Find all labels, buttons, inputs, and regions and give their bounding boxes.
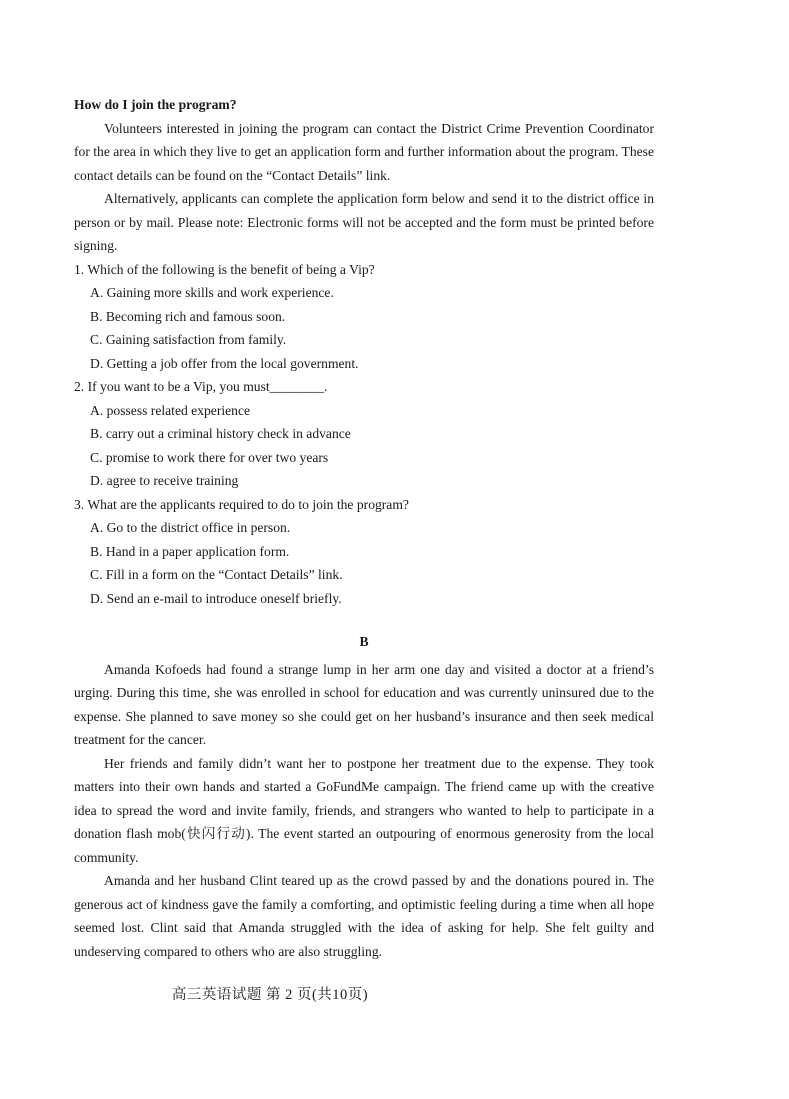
paragraph: Volunteers interested in joining the program can contact the District Crime Prevention Coordinator for the area in which they live to get an application form and further information about the program. These contact details can be found on the “Contact Details” link. — [74, 120, 654, 183]
answer-option: C. Gaining satisfaction from family. — [90, 332, 287, 347]
section-heading: How do I join the program? — [74, 97, 237, 112]
answer-option: C. Fill in a form on the “Contact Details” link. — [90, 567, 343, 582]
answer-option: C. promise to work there for over two years — [90, 449, 329, 465]
question-3 — [74, 493, 654, 611]
paragraph: Her friends and family didn’t want her to postpone her treatment due to the expense. They took matters into their own hands and started a GoFundMe campaign. The friend came up with the creative idea to spread the word and invite family, friends, and strangers who wanted to help to participate in a donation flash mob(快闪行动). The event started an outpouring of enormous generosity from the local community. — [74, 755, 654, 865]
paragraph: Alternatively, applicants can complete the application form below and send it to the district office in person or by mail. Please note: Electronic forms will not be accepted and the form must be printed before signing. — [74, 191, 654, 253]
answer-option: A. possess related experience — [90, 402, 251, 418]
answer-option: D. agree to receive training — [90, 473, 239, 488]
answer-option: A. Go to the district office in person. — [90, 520, 291, 535]
page-footer — [0, 983, 540, 1004]
question-2 — [74, 375, 654, 493]
question-1 — [74, 258, 654, 376]
answer-option: D. Getting a job offer from the local government. — [90, 355, 359, 371]
answer-option: A. Gaining more skills and work experience. — [90, 285, 334, 300]
answer-option: D. Send an e-mail to introduce oneself briefly. — [90, 590, 342, 606]
paragraph: Amanda Kofoeds had found a strange lump in her arm one day and visited a doctor at a friend’s urging. During this time, she was enrolled in school for education and was currently uninsured due to the expense. She planned to save money so she could get on her husband’s insurance and then seek medical treatment for the cancer. — [74, 661, 654, 747]
page-number: 高三英语试题 第 2 页(共10页) — [171, 987, 369, 1003]
question-stem: 1. Which of the following is the benefit of being a Vip? — [74, 261, 375, 277]
answer-option: B. Becoming rich and famous soon. — [90, 308, 286, 324]
paragraph: Amanda and her husband Clint teared up as the crowd passed by and the donations poured in. The generous act of kindness gave the family a comforting, and optimistic feeling during a time when all hope seemed lost. Clint said that Amanda struggled with the idea of asking for help. She felt guilty and undeserving compared to others who are also struggling. — [74, 873, 654, 959]
answer-option: B. Hand in a paper application form. — [90, 543, 290, 559]
question-stem: 3. What are the applicants required to do to join the program? — [74, 496, 409, 512]
section-b-label: B — [359, 634, 369, 649]
page-content — [74, 93, 654, 963]
answer-option: B. carry out a criminal history check in advance — [90, 426, 351, 441]
question-stem: 2. If you want to be a Vip, you must________. — [74, 379, 328, 394]
